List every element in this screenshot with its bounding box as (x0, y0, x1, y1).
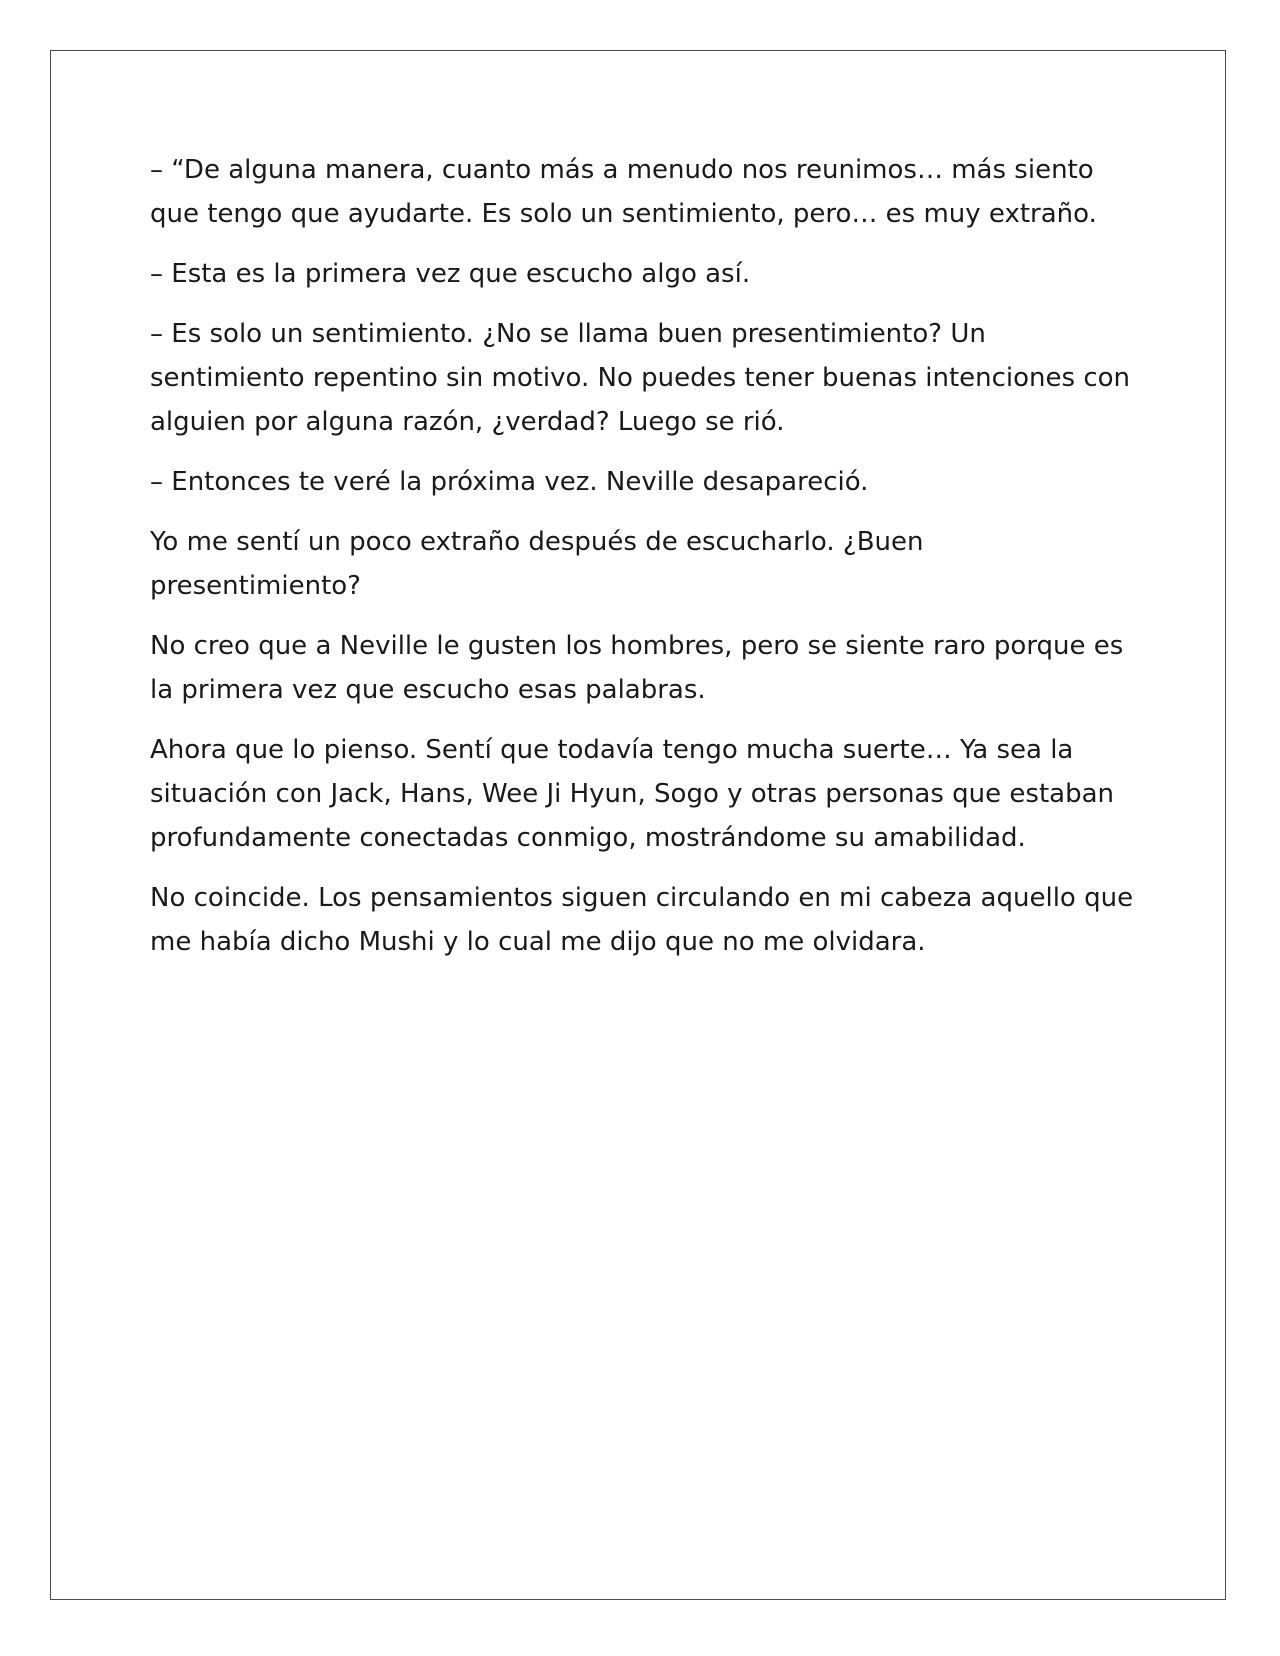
paragraph-5: Yo me sentí un poco extraño después de escucharlo. ¿Buen presentimiento? (150, 527, 924, 601)
paragraph-4: – Entonces te veré la próxima vez. Neville desapareció. (150, 467, 869, 497)
document-body (150, 148, 1140, 980)
paragraph-1: – “De alguna manera, cuanto más a menudo nos reunimos… más siento que tengo que ayudarte. Es solo un sentimiento, pero… es muy extraño. (150, 155, 1097, 229)
paragraph-6: No creo que a Neville le gusten los hombres, pero se siente raro porque es la primera vez que escucho esas palabras. (150, 631, 1124, 705)
paragraph-8: No coincide. Los pensamientos siguen circulando en mi cabeza aquello que me había dicho Mushi y lo cual me dijo que no me olvidara. (150, 883, 1134, 957)
paragraph-7: Ahora que lo pienso. Sentí que todavía tengo mucha suerte… Ya sea la situación con Jack, Hans, Wee Ji Hyun, Sogo y otras personas que estaban profundamente conectadas conmigo, mostrándome su amabilidad. (150, 735, 1114, 853)
paragraph-3: – Es solo un sentimiento. ¿No se llama buen presentimiento? Un sentimiento repentino sin motivo. No puedes tener buenas intenciones con alguien por alguna razón, ¿verdad? Luego se rió. (150, 319, 1131, 437)
paragraph-2: – Esta es la primera vez que escucho algo así. (150, 259, 751, 289)
